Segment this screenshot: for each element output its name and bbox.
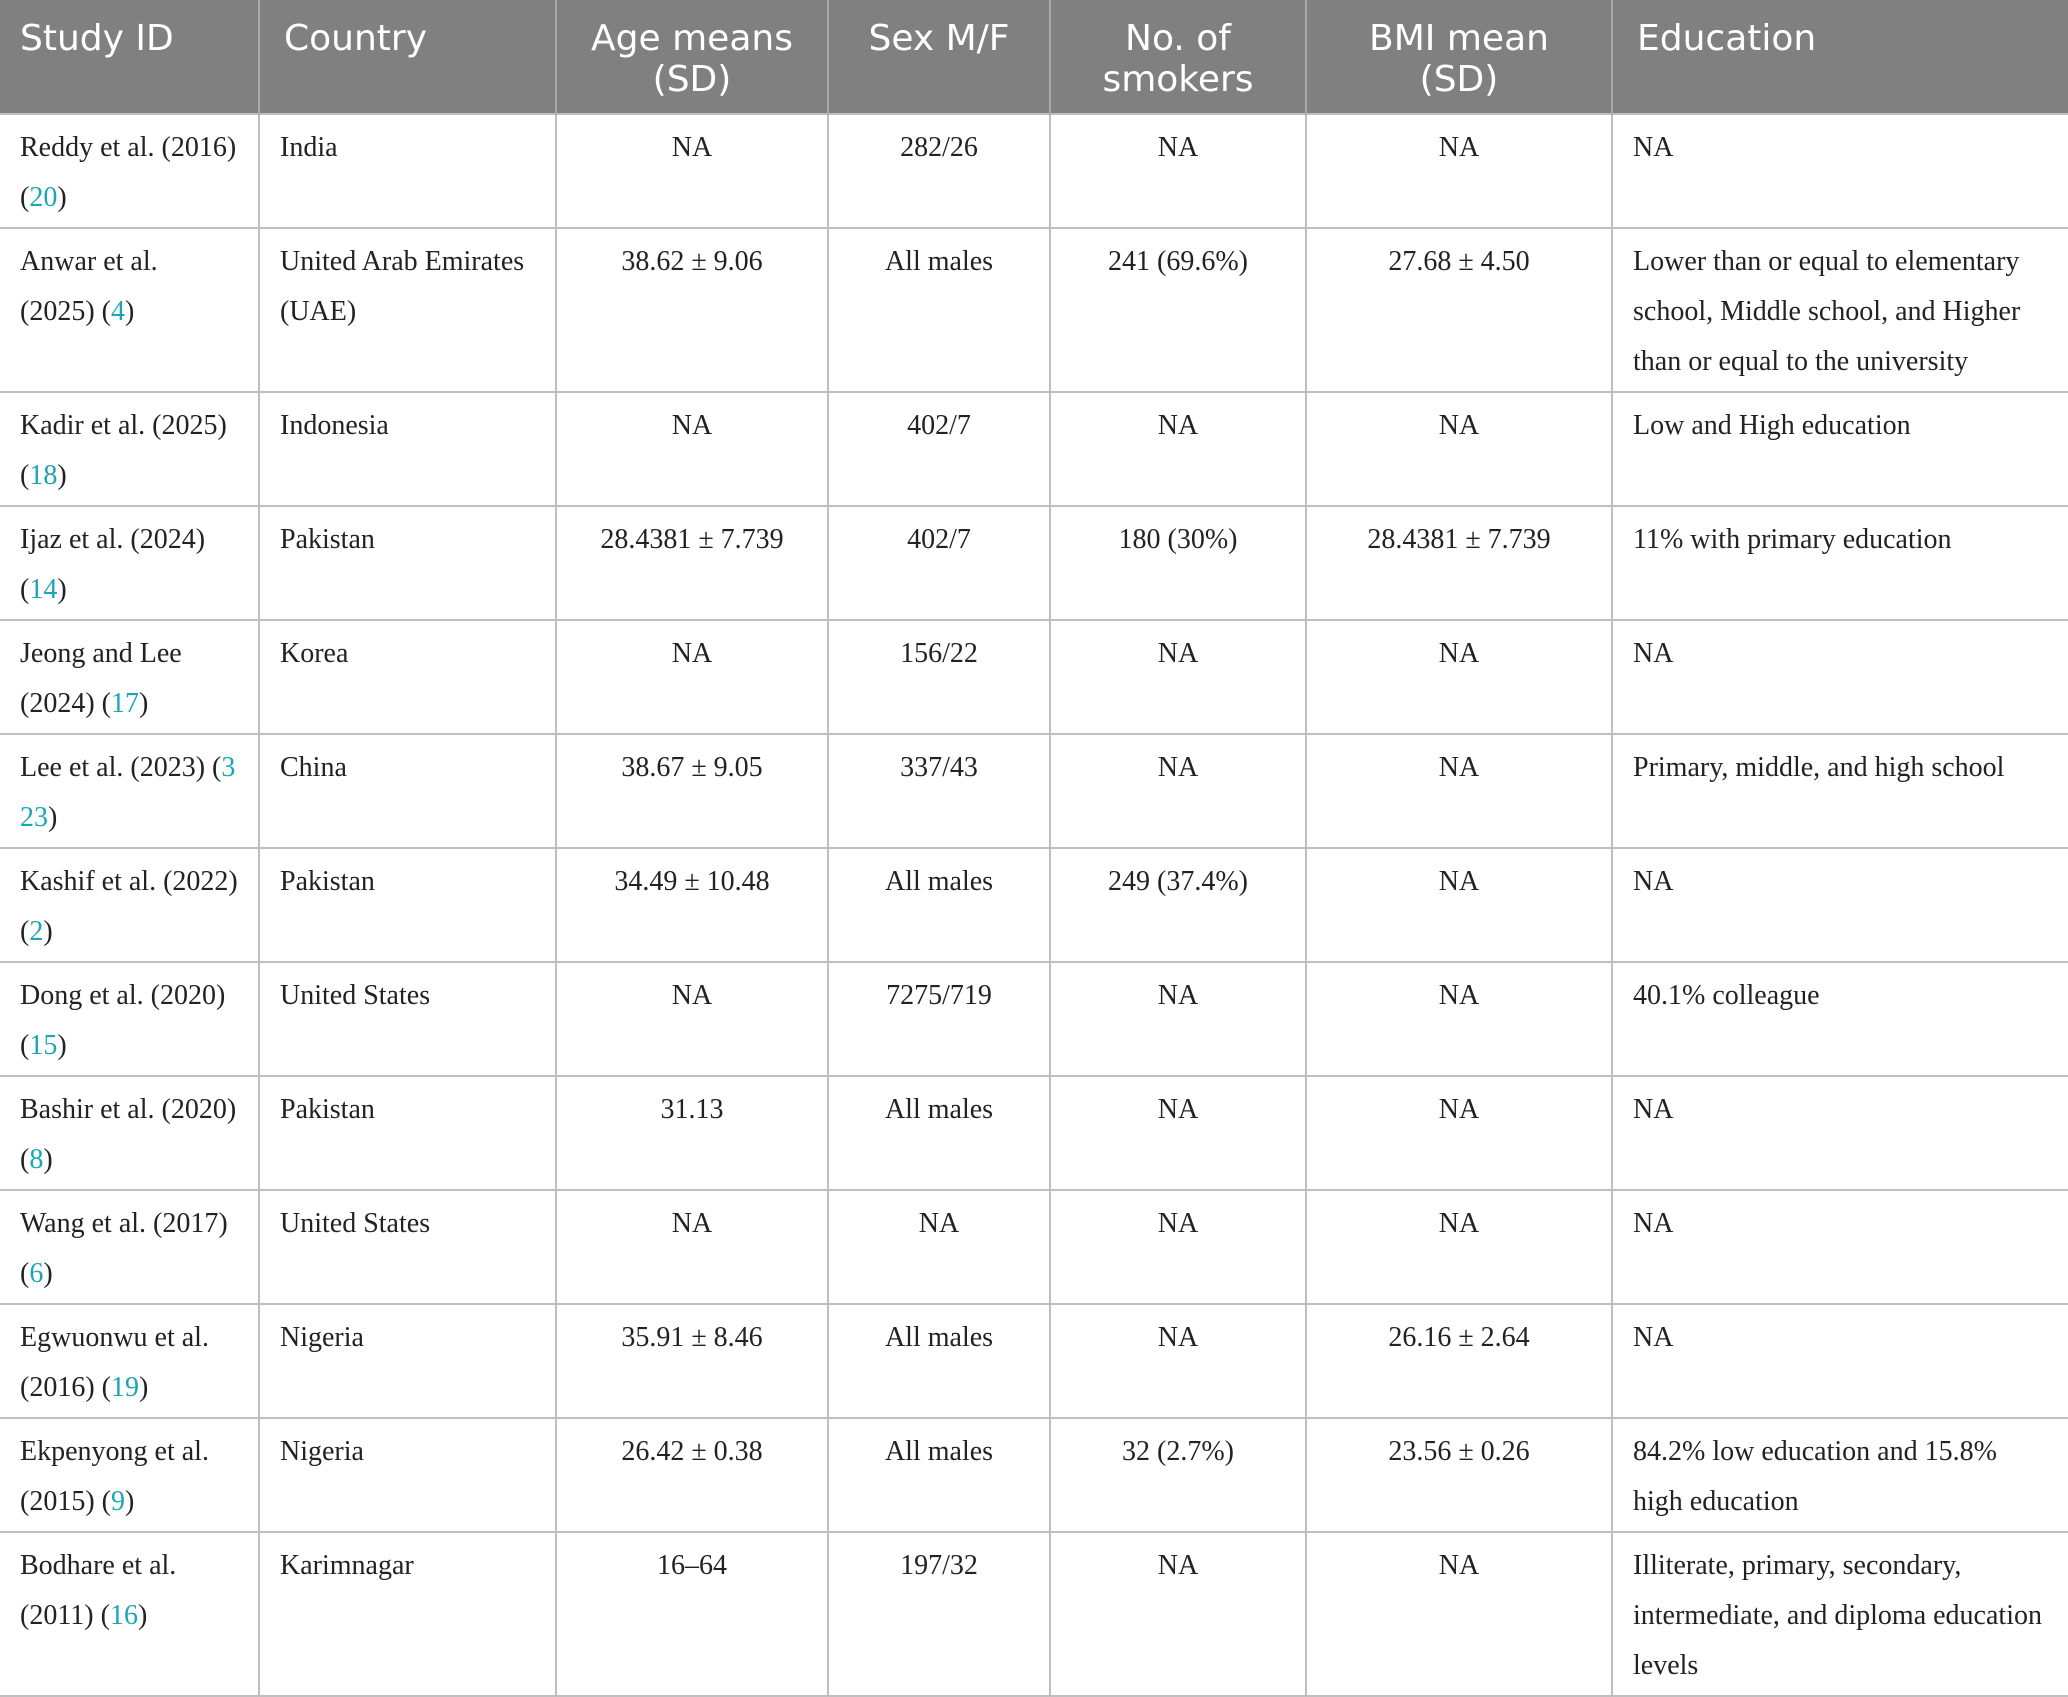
education-cell: Lower than or equal to elementary school, Middle school, and Higher than or equal to the university	[1612, 228, 2068, 392]
table-row	[0, 1532, 2068, 1696]
table-row	[0, 392, 2068, 506]
sex-cell: NA	[828, 1190, 1050, 1304]
age-cell: NA	[556, 114, 828, 228]
header-study-id: Study ID	[0, 0, 259, 114]
study-citation: Egwuonwu et al. (2016)	[20, 1322, 209, 1403]
sex-cell: 197/32	[828, 1532, 1050, 1696]
smokers-cell: NA	[1050, 962, 1306, 1076]
header-country: Country	[259, 0, 556, 114]
table-row	[0, 114, 2068, 228]
sex-cell: 282/26	[828, 114, 1050, 228]
reference-link[interactable]: 9	[110, 1486, 125, 1517]
sex-cell: All males	[828, 848, 1050, 962]
smokers-cell: NA	[1050, 1532, 1306, 1696]
study-id-cell: Kashif et al. (2022) (2)	[0, 848, 259, 962]
country-cell: Nigeria	[259, 1304, 556, 1418]
study-id-cell: Kadir et al. (2025) (18)	[0, 392, 259, 506]
education-cell: NA	[1612, 620, 2068, 734]
table-row	[0, 228, 2068, 392]
study-id-cell: Egwuonwu et al. (2016) (19)	[0, 1304, 259, 1418]
country-cell: United Arab Emirates (UAE)	[259, 228, 556, 392]
sex-cell: 7275/719	[828, 962, 1050, 1076]
age-cell: 35.91 ± 8.46	[556, 1304, 828, 1418]
sex-cell: All males	[828, 1304, 1050, 1418]
study-id-cell: Ijaz et al. (2024) (14)	[0, 506, 259, 620]
smokers-cell: NA	[1050, 114, 1306, 228]
education-cell: Low and High education	[1612, 392, 2068, 506]
study-citation: Bodhare et al. (2011)	[20, 1550, 177, 1631]
country-cell: China	[259, 734, 556, 848]
study-citation: Dong et al. (2020)	[20, 980, 226, 1011]
bmi-cell: NA	[1306, 114, 1612, 228]
sex-cell: 337/43	[828, 734, 1050, 848]
study-id-cell: Bashir et al. (2020) (8)	[0, 1076, 259, 1190]
table-row	[0, 620, 2068, 734]
sex-cell: All males	[828, 1418, 1050, 1532]
reference-link[interactable]: 17	[110, 688, 139, 719]
study-id-cell: Reddy et al. (2016) (20)	[0, 114, 259, 228]
table-row	[0, 506, 2068, 620]
country-cell: Pakistan	[259, 848, 556, 962]
age-cell: 34.49 ± 10.48	[556, 848, 828, 962]
table-row	[0, 1304, 2068, 1418]
study-id-cell: Jeong and Lee (2024) (17)	[0, 620, 259, 734]
study-citation: Bashir et al. (2020)	[20, 1094, 237, 1125]
education-cell: NA	[1612, 848, 2068, 962]
sex-cell: 156/22	[828, 620, 1050, 734]
education-cell: Primary, middle, and high school	[1612, 734, 2068, 848]
bmi-cell: 23.56 ± 0.26	[1306, 1418, 1612, 1532]
smokers-cell: 180 (30%)	[1050, 506, 1306, 620]
bmi-cell: NA	[1306, 620, 1612, 734]
country-cell: Korea	[259, 620, 556, 734]
sex-cell: 402/7	[828, 392, 1050, 506]
age-cell: NA	[556, 962, 828, 1076]
sex-cell: All males	[828, 228, 1050, 392]
reference-link[interactable]: 14	[29, 574, 58, 605]
table-row	[0, 1418, 2068, 1532]
education-cell: Illiterate, primary, secondary, intermediate, and diploma education levels	[1612, 1532, 2068, 1696]
country-cell: Pakistan	[259, 1076, 556, 1190]
age-cell: 38.62 ± 9.06	[556, 228, 828, 392]
study-citation: Lee et al. (2023)	[20, 752, 206, 783]
reference-link[interactable]: 3 23	[20, 752, 236, 833]
table-body	[0, 114, 2068, 1696]
bmi-cell: NA	[1306, 1190, 1612, 1304]
sex-cell: 402/7	[828, 506, 1050, 620]
age-cell: 28.4381 ± 7.739	[556, 506, 828, 620]
study-citation: Wang et al. (2017)	[20, 1208, 228, 1239]
age-cell: 26.42 ± 0.38	[556, 1418, 828, 1532]
bmi-cell: NA	[1306, 848, 1612, 962]
header-smokers: No. of smokers	[1050, 0, 1306, 114]
study-citation: Kadir et al. (2025)	[20, 410, 227, 441]
table-row	[0, 848, 2068, 962]
age-cell: 38.67 ± 9.05	[556, 734, 828, 848]
bmi-cell: NA	[1306, 962, 1612, 1076]
study-id-cell: Bodhare et al. (2011) (16)	[0, 1532, 259, 1696]
study-citation: Ekpenyong et al. (2015)	[20, 1436, 209, 1517]
country-cell: India	[259, 114, 556, 228]
education-cell: NA	[1612, 114, 2068, 228]
smokers-cell: NA	[1050, 734, 1306, 848]
study-id-cell: Wang et al. (2017) (6)	[0, 1190, 259, 1304]
smokers-cell: 241 (69.6%)	[1050, 228, 1306, 392]
study-citation: Reddy et al. (2016)	[20, 132, 237, 163]
smokers-cell: NA	[1050, 620, 1306, 734]
reference-link[interactable]: 20	[29, 182, 58, 213]
study-citation: Jeong and Lee (2024)	[20, 638, 182, 719]
smokers-cell: NA	[1050, 392, 1306, 506]
table-row	[0, 1190, 2068, 1304]
bmi-cell: NA	[1306, 1076, 1612, 1190]
age-cell: NA	[556, 392, 828, 506]
study-citation: Kashif et al. (2022)	[20, 866, 238, 897]
table-row	[0, 734, 2068, 848]
bmi-cell: NA	[1306, 1532, 1612, 1696]
country-cell: Nigeria	[259, 1418, 556, 1532]
study-id-cell: Anwar et al. (2025) (4)	[0, 228, 259, 392]
study-id-cell: Lee et al. (2023) (3 23)	[0, 734, 259, 848]
study-citation: Anwar et al. (2025)	[20, 246, 158, 327]
smokers-cell: NA	[1050, 1304, 1306, 1418]
age-cell: 31.13	[556, 1076, 828, 1190]
header-education: Education	[1612, 0, 2068, 114]
country-cell: Pakistan	[259, 506, 556, 620]
education-cell: 11% with primary education	[1612, 506, 2068, 620]
reference-link[interactable]: 4	[110, 296, 125, 327]
reference-link[interactable]: 15	[29, 1030, 58, 1061]
country-cell: Indonesia	[259, 392, 556, 506]
reference-link[interactable]: 16	[109, 1600, 138, 1631]
age-cell: NA	[556, 620, 828, 734]
age-cell: 16–64	[556, 1532, 828, 1696]
country-cell: United States	[259, 1190, 556, 1304]
header-bmi: BMI mean (SD)	[1306, 0, 1612, 114]
education-cell: NA	[1612, 1304, 2068, 1418]
header-row	[0, 0, 2068, 114]
bmi-cell: NA	[1306, 734, 1612, 848]
reference-link[interactable]: 19	[110, 1372, 139, 1403]
bmi-cell: NA	[1306, 392, 1612, 506]
study-id-cell: Ekpenyong et al. (2015) (9)	[0, 1418, 259, 1532]
header-age: Age means (SD)	[556, 0, 828, 114]
bmi-cell: 27.68 ± 4.50	[1306, 228, 1612, 392]
bmi-cell: 28.4381 ± 7.739	[1306, 506, 1612, 620]
reference-link[interactable]: 2	[29, 916, 44, 947]
table-row	[0, 962, 2068, 1076]
education-cell: 84.2% low education and 15.8% high education	[1612, 1418, 2068, 1532]
study-id-cell: Dong et al. (2020) (15)	[0, 962, 259, 1076]
country-cell: Karimnagar	[259, 1532, 556, 1696]
age-cell: NA	[556, 1190, 828, 1304]
country-cell: United States	[259, 962, 556, 1076]
study-citation: Ijaz et al. (2024)	[20, 524, 206, 555]
bmi-cell: 26.16 ± 2.64	[1306, 1304, 1612, 1418]
reference-link[interactable]: 18	[29, 460, 58, 491]
education-cell: NA	[1612, 1076, 2068, 1190]
reference-link[interactable]: 6	[29, 1258, 44, 1289]
header-sex: Sex M/F	[828, 0, 1050, 114]
sex-cell: All males	[828, 1076, 1050, 1190]
education-cell: 40.1% colleague	[1612, 962, 2068, 1076]
smokers-cell: 32 (2.7%)	[1050, 1418, 1306, 1532]
reference-link[interactable]: 8	[29, 1144, 44, 1175]
smokers-cell: NA	[1050, 1076, 1306, 1190]
smokers-cell: NA	[1050, 1190, 1306, 1304]
table-header	[0, 0, 2068, 114]
education-cell: NA	[1612, 1190, 2068, 1304]
smokers-cell: 249 (37.4%)	[1050, 848, 1306, 962]
table-row	[0, 1076, 2068, 1190]
